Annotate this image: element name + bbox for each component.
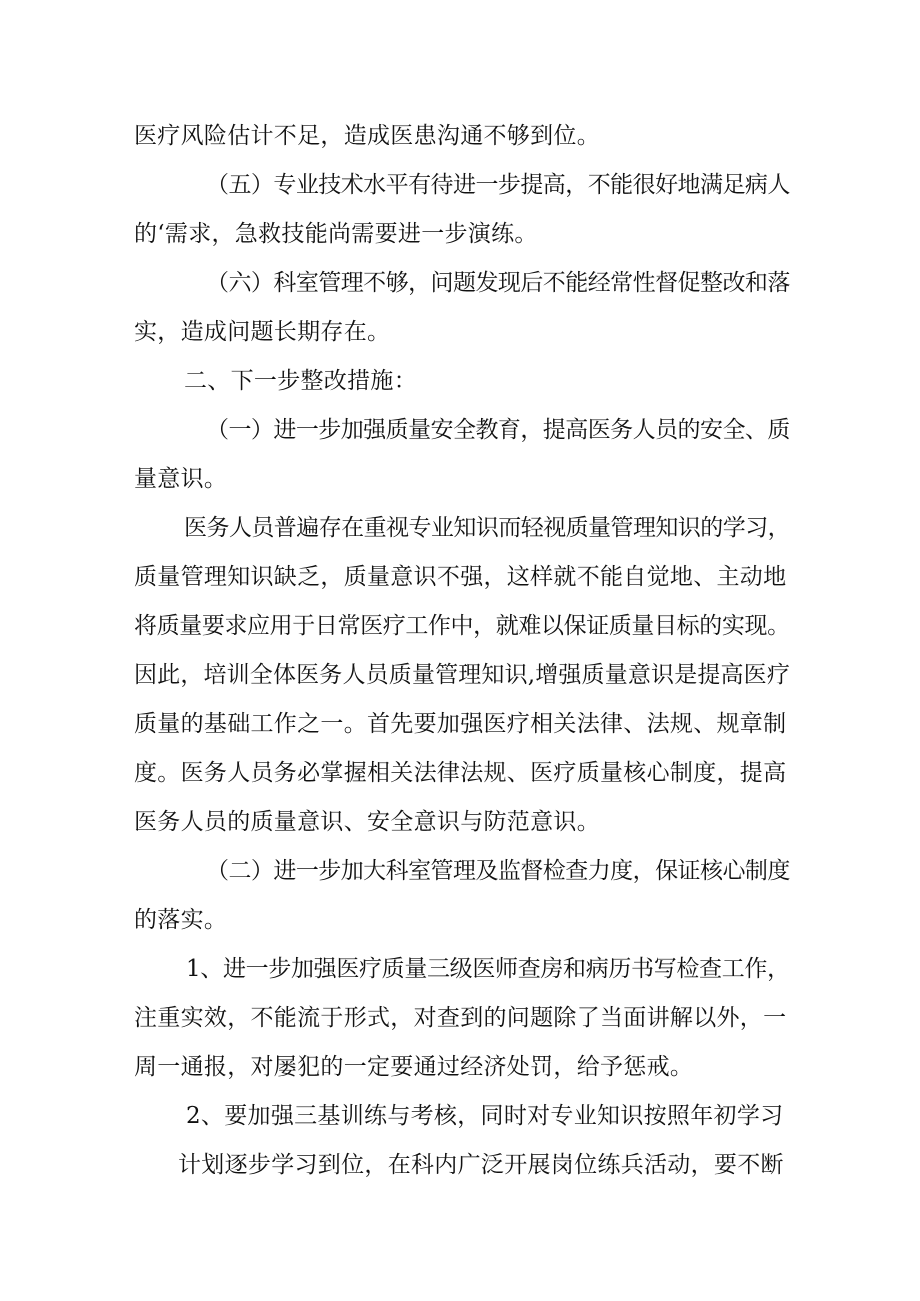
text-line: 将质量要求应用于日常医疗工作中，就难以保证质量目标的实现。 bbox=[134, 613, 790, 639]
text-line: 1、进一步加强医疗质量三级医师查房和病历书写检查工作， bbox=[186, 956, 790, 982]
text-line: 周一通报，对屡犯的一定要通过经济处罚，给予惩戒。 bbox=[134, 1054, 694, 1080]
text-line: 医疗风险估计不足，造成医患沟通不够到位。 bbox=[134, 123, 600, 149]
text-line: （五）专业技术水平有待进一步提高，不能很好地满足病人 bbox=[206, 172, 790, 198]
text-line: 计划逐步学习到位，在科内广泛开展岗位练兵活动，要不断 bbox=[178, 1152, 784, 1178]
text-line: 质量管理知识缺乏，质量意识不强，这样就不能自觉地、主动地 bbox=[134, 564, 787, 590]
text-line: （二）进一步加大科室管理及监督检查力度，保证核心制度 bbox=[206, 858, 790, 884]
text-line: （六）科室管理不够，问题发现后不能经常性督促整改和落 bbox=[206, 270, 790, 296]
text-line: 的落实。 bbox=[134, 907, 228, 933]
section-heading: 二、下一步整改措施： bbox=[184, 368, 417, 394]
text-line: 医务人员的质量意识、安全意识与防范意识。 bbox=[134, 809, 600, 835]
text-line: 2、要加强三基训练与考核，同时对专业知识按照年初学习 bbox=[186, 1103, 784, 1129]
text-line: 因此，培训全体医务人员质量管理知识,增强质量意识是提高医疗 bbox=[134, 662, 791, 688]
text-line: （一）进一步加强质量安全教育，提高医务人员的安全、质 bbox=[206, 417, 790, 443]
text-line: 实，造成问题长期存在。 bbox=[134, 319, 391, 345]
text-line: 的‘需求，急救技能尚需要进一步演练。 bbox=[134, 221, 538, 247]
text-line: 度。医务人员务必掌握相关法律法规、医疗质量核心制度，提高 bbox=[134, 760, 787, 786]
text-line: 质量的基础工作之一。首先要加强医疗相关法律、法规、规章制 bbox=[134, 711, 787, 737]
text-line: 量意识。 bbox=[134, 466, 228, 492]
text-line: 医务人员普遍存在重视专业知识而轻视质量管理知识的学习， bbox=[184, 515, 791, 541]
text-line: 注重实效，不能流于形式，对查到的问题除了当面讲解以外，一 bbox=[134, 1005, 787, 1031]
